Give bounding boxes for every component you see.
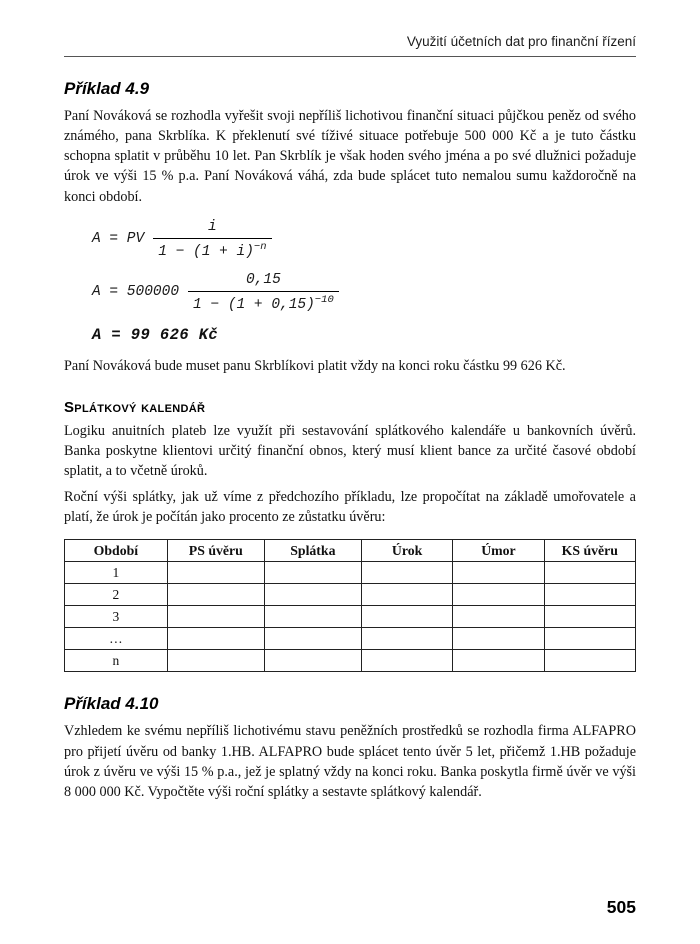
denominator-base: 1 − (1 + 0,15): [193, 296, 315, 313]
formula-annuity-numeric: [92, 272, 636, 313]
example-4-10-title: Příklad 4.10: [64, 694, 159, 714]
empty-cell: [544, 628, 635, 650]
formula-annuity-general: [92, 219, 636, 260]
period-cell: 2: [65, 584, 168, 606]
amortization-table-header: [65, 540, 636, 562]
empty-cell: [167, 650, 264, 672]
empty-cell: [544, 584, 635, 606]
fraction: [153, 219, 271, 260]
table-header-row: [65, 540, 636, 562]
fraction: [188, 272, 339, 313]
running-header-text: Využití účetních dat pro finanční řízení: [406, 34, 636, 49]
fraction-denominator: [188, 291, 339, 313]
empty-cell: [264, 650, 361, 672]
empty-cell: [264, 628, 361, 650]
amortization-table: [64, 539, 636, 672]
formula-lhs: A = PV: [92, 231, 145, 248]
table-row: [65, 606, 636, 628]
page-number: 505: [606, 897, 636, 917]
empty-cell: [361, 562, 452, 584]
example-4-9-title: Příklad 4.9: [64, 79, 150, 98]
example-4-10-body: Vzhledem ke svému nepříliš lichotivému stavu peněžních prostředků se rozhodla firma ALFAPRO pro přijetí úvěru od banky 1.HB. ALFAPRO bude splácet tento úvěr 5 let, přičemž 1.HB požaduje úrok z úvěru ve výši 15 % p.a., jež je splatný vždy na konci roku. Banka poskytla firmě úvěr ve výši 8 000 000 Kč. Vypočtěte výši roční splátky a sestavte splátkový kalendář.: [64, 723, 636, 800]
table-row: [65, 584, 636, 606]
period-cell: 1: [65, 562, 168, 584]
empty-cell: [453, 628, 544, 650]
empty-cell: [361, 650, 452, 672]
column-header-ks-uveru: KS úvěru: [544, 540, 635, 562]
fraction-numerator: 0,15: [245, 271, 281, 288]
empty-cell: [264, 606, 361, 628]
empty-cell: [361, 584, 452, 606]
payment-schedule-section: [64, 399, 636, 673]
empty-cell: [167, 562, 264, 584]
formula-result: A = 99 626 Kč: [92, 326, 219, 345]
empty-cell: [361, 628, 452, 650]
column-header-ps-uveru: PS úvěru: [167, 540, 264, 562]
example-4-9-body: Paní Nováková se rozhodla vyřešit svoji nepříliš lichotivou finanční situaci půjčkou peněz od svého známého, pana Skrblíka. K překlenutí své tíživé situace potřebuje 500 000 Kč a je tuto částku schopna splatit v průběhu 10 let. Pan Skrblík je však hoden svého jména a po své dlužnici požaduje úrok ve výši 15 % p.a. Paní Nováková váhá, zda bude splácet tuto nemalou sumu každoročně na konci období.: [64, 108, 636, 205]
period-cell: 3: [65, 606, 168, 628]
fraction-denominator: [153, 238, 271, 260]
column-header-splatka: Splátka: [264, 540, 361, 562]
period-cell: …: [65, 628, 168, 650]
empty-cell: [264, 562, 361, 584]
payment-schedule-para-2: Roční výši splátky, jak už víme z předchozího příkladu, lze propočítat na základě umořovatele a platí, že úrok je počítán jako procento ze zůstatku úvěru:: [64, 489, 636, 526]
example-4-10-section: [64, 694, 636, 802]
column-header-umor: Úmor: [453, 540, 544, 562]
empty-cell: [453, 562, 544, 584]
period-cell: n: [65, 650, 168, 672]
table-row: [65, 628, 636, 650]
empty-cell: [167, 628, 264, 650]
denominator-base: 1 − (1 + i): [158, 243, 254, 260]
empty-cell: [167, 584, 264, 606]
formula-lhs: A = 500000: [92, 284, 180, 301]
empty-cell: [264, 584, 361, 606]
column-header-urok: Úrok: [361, 540, 452, 562]
payment-schedule-para-1: Logiku anuitních plateb lze využít při sestavování splátkového kalendáře u bankovních úvěrů. Banka poskytne klientovi určitý finanční obnos, který musí klient bance za určité časové období splatit, a to včetně úroků.: [64, 422, 636, 479]
example-4-9-section: [64, 79, 636, 377]
amortization-table-body: [65, 562, 636, 672]
empty-cell: [167, 606, 264, 628]
empty-cell: [544, 650, 635, 672]
denominator-exponent: −n: [253, 240, 267, 253]
empty-cell: [544, 606, 635, 628]
table-row: [65, 650, 636, 672]
column-header-obdobi: Období: [65, 540, 168, 562]
empty-cell: [453, 584, 544, 606]
denominator-exponent: −10: [314, 293, 334, 306]
running-header: [64, 34, 636, 57]
empty-cell: [453, 650, 544, 672]
table-row: [65, 562, 636, 584]
empty-cell: [361, 606, 452, 628]
formula-block: [92, 219, 636, 345]
empty-cell: [544, 562, 635, 584]
payment-schedule-heading: Splátkový kalendář: [64, 398, 206, 416]
example-4-9-conclusion: Paní Nováková bude muset panu Skrblíkovi platit vždy na konci roku částku 99 626 Kč.: [64, 358, 566, 375]
fraction-numerator: i: [208, 218, 217, 235]
empty-cell: [453, 606, 544, 628]
